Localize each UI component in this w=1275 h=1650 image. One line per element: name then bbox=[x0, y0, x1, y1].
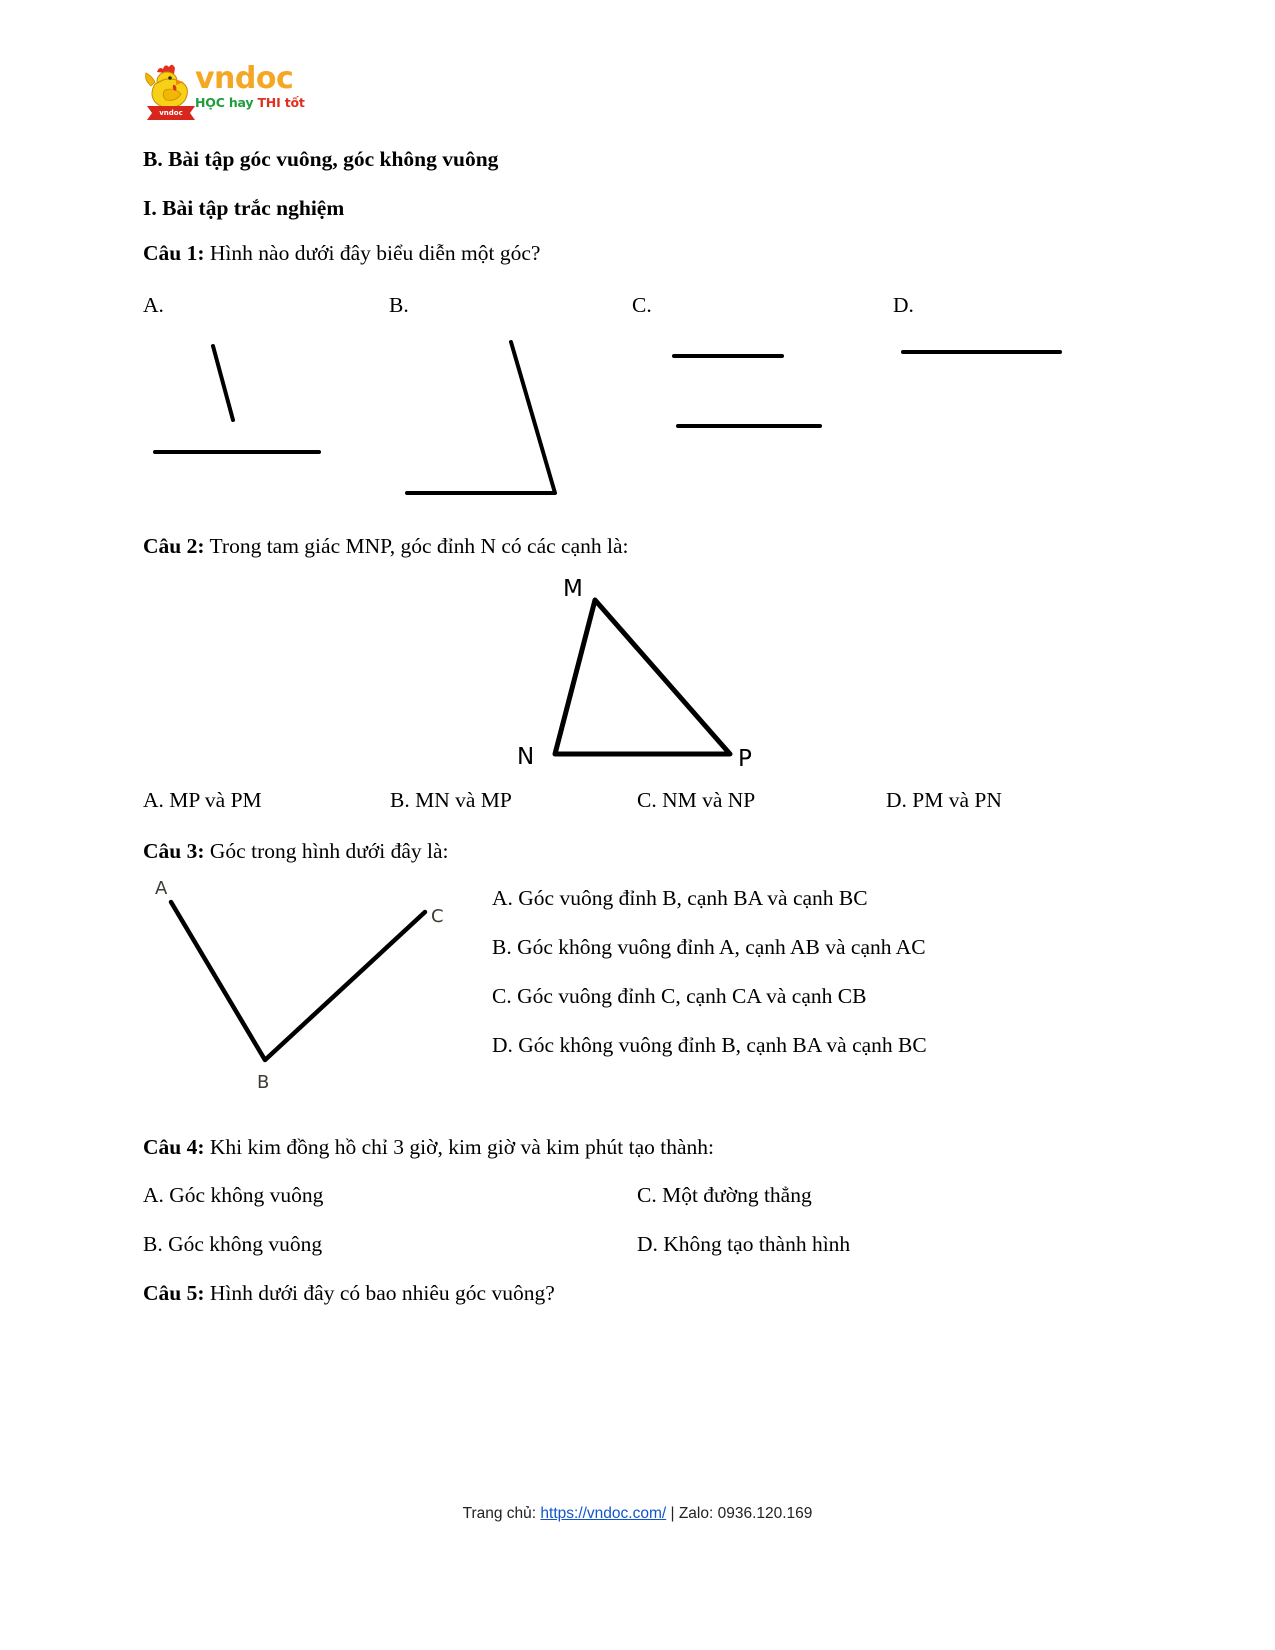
q2-option-d: D. PM và PN bbox=[886, 788, 1002, 812]
question-5-text: Hình dưới đây có bao nhiêu góc vuông? bbox=[209, 1281, 555, 1305]
q1-option-d-label: D. bbox=[893, 293, 914, 317]
question-2-label: Câu 2: bbox=[143, 534, 205, 558]
triangle-mnp-shape bbox=[555, 600, 730, 754]
figure-a-slanted-line bbox=[213, 346, 233, 420]
q2-option-a: A. MP và PM bbox=[143, 788, 262, 812]
triangle-vertex-label-p: P bbox=[738, 746, 752, 772]
question-4-text: Khi kim đồng hồ chỉ 3 giờ, kim giờ và kim phút tạo thành: bbox=[209, 1135, 714, 1159]
q2-option-c: C. NM và NP bbox=[637, 788, 756, 812]
vndoc-logo bbox=[143, 62, 313, 124]
question-4-label: Câu 4: bbox=[143, 1135, 205, 1159]
q4-option-a: A. Góc không vuông bbox=[143, 1183, 324, 1207]
angle-vertex-label-c: C bbox=[431, 906, 444, 927]
q3-option-a: A. Góc vuông đỉnh B, cạnh BA và cạnh BC bbox=[492, 886, 868, 910]
question-4-line bbox=[143, 1134, 714, 1160]
question-2-line bbox=[143, 533, 629, 559]
question-5-label: Câu 5: bbox=[143, 1281, 205, 1305]
question-1-line bbox=[143, 240, 540, 266]
logo-brand-text: vndoc bbox=[195, 61, 294, 96]
question-1-label: Câu 1: bbox=[143, 241, 205, 265]
angle-vertex-label-b: B bbox=[257, 1072, 270, 1093]
q2-option-b: B. MN và MP bbox=[390, 788, 512, 812]
q3-option-d: D. Góc không vuông đỉnh B, cạnh BA và cạnh BC bbox=[492, 1033, 927, 1057]
question-3-line bbox=[143, 838, 449, 864]
q4-option-d: D. Không tạo thành hình bbox=[637, 1232, 851, 1256]
q1-figure-d bbox=[893, 330, 1133, 470]
question-3-text: Góc trong hình dưới đây là: bbox=[209, 839, 449, 863]
tagline-hay: hay bbox=[228, 95, 254, 110]
question-5-line bbox=[143, 1280, 555, 1306]
triangle-vertex-label-n: N bbox=[517, 744, 535, 770]
q1-figure-a bbox=[143, 330, 373, 470]
q1-option-b-label: B. bbox=[389, 293, 409, 317]
tagline-thi: THI bbox=[257, 95, 281, 110]
q3-option-c: C. Góc vuông đỉnh C, cạnh CA và cạnh CB bbox=[492, 984, 867, 1008]
tagline-hoc: HỌC bbox=[195, 95, 225, 110]
figure-b-angle-path bbox=[407, 342, 555, 493]
angle-vertex-label-a: A bbox=[155, 878, 168, 899]
q1-figure-c bbox=[632, 330, 872, 470]
rooster-mascot-icon bbox=[143, 62, 199, 120]
q1-option-c-label: C. bbox=[632, 293, 652, 317]
logo-badge-text: vndoc bbox=[159, 109, 183, 117]
q3-angle-figure bbox=[143, 880, 473, 1100]
question-1-text: Hình nào dưới đây biểu diễn một góc? bbox=[209, 241, 541, 265]
tagline-tot: tốt bbox=[284, 95, 305, 110]
angle-abc-path bbox=[171, 902, 425, 1060]
q1-option-a-label: A. bbox=[143, 293, 164, 317]
footer-suffix: | Zalo: 0936.120.169 bbox=[666, 1505, 813, 1522]
q4-option-c: C. Một đường thẳng bbox=[637, 1183, 812, 1207]
logo-tagline bbox=[195, 95, 315, 110]
logo-wordmark bbox=[195, 63, 315, 110]
page-footer bbox=[0, 1505, 1275, 1523]
footer-prefix: Trang chủ: bbox=[462, 1505, 541, 1522]
part-heading-i: I. Bài tập trắc nghiệm bbox=[143, 196, 345, 220]
section-heading-b: B. Bài tập góc vuông, góc không vuông bbox=[143, 147, 499, 171]
question-2-text: Trong tam giác MNP, góc đỉnh N có các cạnh là: bbox=[209, 534, 629, 558]
q4-option-b: B. Góc không vuông bbox=[143, 1232, 323, 1256]
footer-website-link[interactable]: https://vndoc.com/ bbox=[540, 1505, 667, 1522]
q1-figure-b bbox=[389, 330, 619, 510]
q3-option-b: B. Góc không vuông đỉnh A, cạnh AB và cạnh AC bbox=[492, 935, 926, 959]
q2-triangle-figure bbox=[495, 578, 785, 773]
question-3-label: Câu 3: bbox=[143, 839, 205, 863]
triangle-vertex-label-m: M bbox=[563, 576, 583, 602]
